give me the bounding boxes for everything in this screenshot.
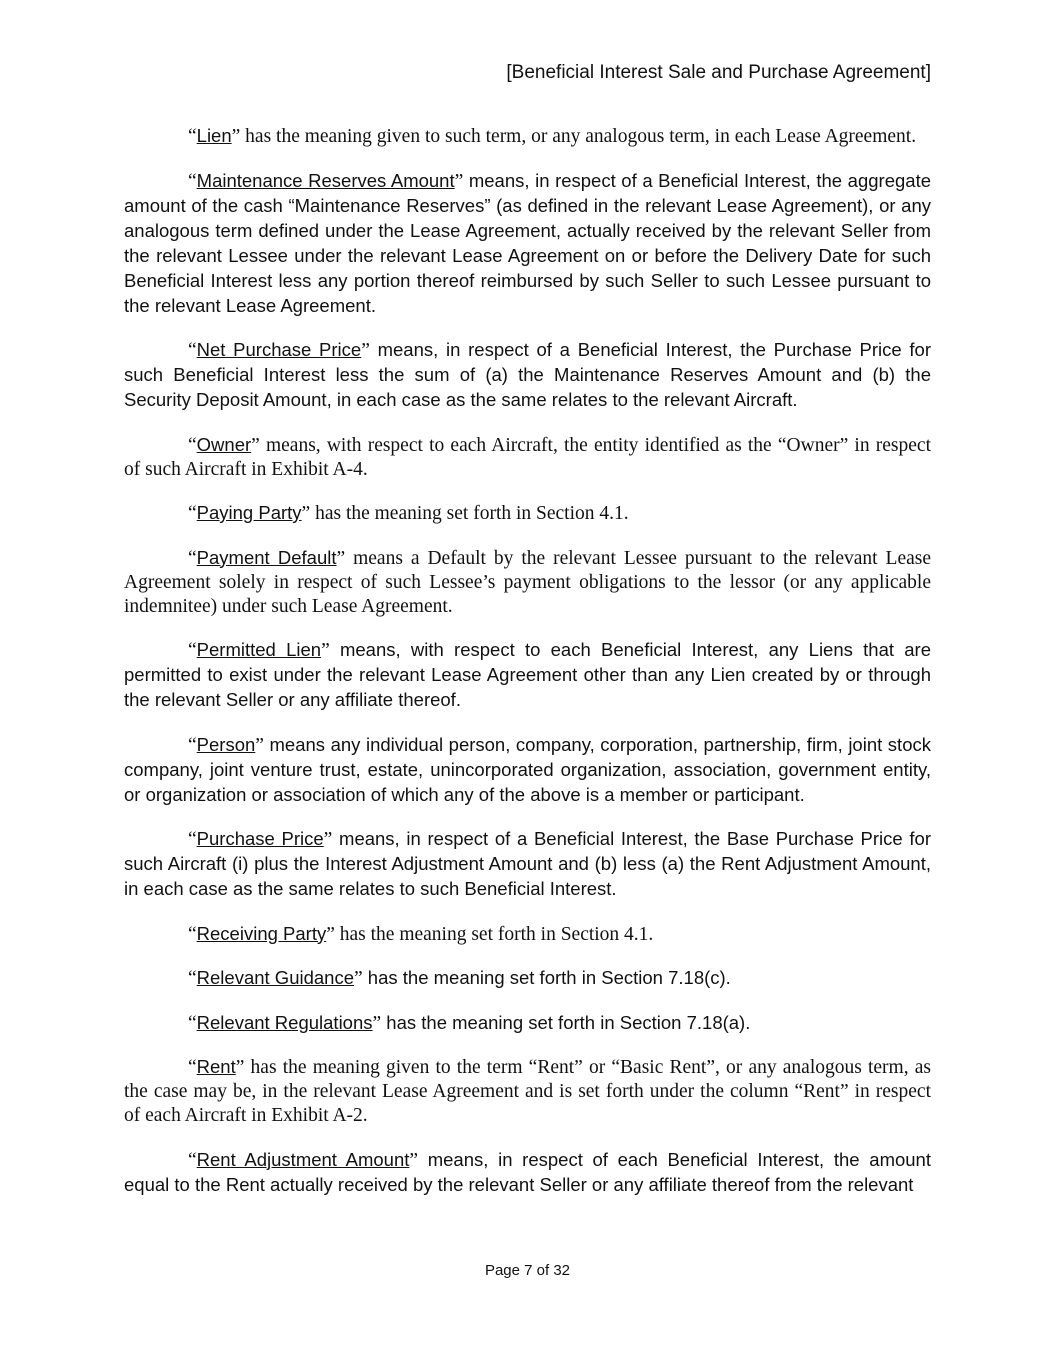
defined-term: Net Purchase Price xyxy=(196,339,362,360)
definition-text: has the meaning set forth in Section 7.18(a). xyxy=(381,1011,751,1033)
definition-text: means, with respect to each Beneficial Interest, any Liens that are permitted to exist under the relevant Lease Agreement other than any Lien created by or through the relevant Seller or any affiliate thereof. xyxy=(124,639,931,710)
defined-term: Receiving Party xyxy=(196,922,327,944)
definition-rent: “Rent” has the meaning given to the term “Rent” or “Basic Rent”, or any analogous term, as the case may be, in the relevant Lease Agreement and is set forth under the column “Rent” in respect of each Aircraft in Exhibit A-2. xyxy=(124,1056,931,1126)
definition-payment-default: “Payment Default” means a Default by the relevant Lessee pursuant to the relevant Lease Agreement solely in respect of such Lessee’s payment obligations to the lessor (or any applicable indemnitee) under such Lease Agreement. xyxy=(124,546,931,617)
definition-purchase-price: “Purchase Price” means, in respect of a Beneficial Interest, the Base Purchase Price for such Aircraft (i) plus the Interest Adjustment Amount and (b) less (a) the Rent Adjustment Amount, in each case as the same relates to such Beneficial Interest. xyxy=(124,828,931,899)
definition-text: means, with respect to each Aircraft, the entity identified as the “Owner” in respect of such Aircraft in Exhibit A-4. xyxy=(124,434,931,480)
definition-paying-party: “Paying Party” has the meaning set forth in Section 4.1. xyxy=(188,502,629,524)
definition-text: has the meaning given to such term, or any analogous term, in each Lease Agreement. xyxy=(240,126,917,147)
definitions-list xyxy=(124,124,931,1217)
running-header: [Beneficial Interest Sale and Purchase Agreement] xyxy=(506,62,931,83)
definition-relevant-guidance: “Relevant Guidance” has the meaning set forth in Section 7.18(c). xyxy=(188,967,731,989)
definition-text: means, in respect of a Beneficial Interest, the aggregate amount of the cash “Maintenance Reserves” (as defined in the relevant Lease Agreement), or any analogous term defined under the Lease Agreement, actually received by the relevant Seller from the relevant Lessee under the relevant Lease Agreement on or before the Delivery Date for such Beneficial Interest less any portion thereof reimbursed by such Seller to such Lessee pursuant to the relevant Lease Agreement. xyxy=(124,169,931,316)
defined-term: Payment Default xyxy=(196,546,337,568)
definition-text: means, in respect of a Beneficial Interest, the Purchase Price for such Beneficial Interest less the sum of (a) the Maintenance Reserves Amount and (b) the Security Deposit Amount, in each case as the same relates to the relevant Aircraft. xyxy=(124,339,932,410)
defined-term: Permitted Lien xyxy=(196,639,322,660)
defined-term: Person xyxy=(196,733,256,755)
definition-text: means, in respect of each Beneficial Interest, the amount equal to the Rent actually received by the relevant Seller or any affiliate thereof from the relevant xyxy=(124,1148,931,1195)
defined-term: Relevant Guidance xyxy=(196,967,355,988)
definition-relevant-regulations: “Relevant Regulations” has the meaning set forth in Section 7.18(a). xyxy=(188,1011,751,1034)
defined-term: Purchase Price xyxy=(196,828,324,849)
definition-text: has the meaning set forth in Section 7.18(c). xyxy=(362,967,731,988)
definition-net-purchase-price: “Net Purchase Price” means, in respect of a Beneficial Interest, the Purchase Price for such Beneficial Interest less the sum of (a) the Maintenance Reserves Amount and (b) the Security Deposit Amount, in each case as the same relates to the relevant Aircraft. xyxy=(124,339,932,410)
definition-owner: “Owner” means, with respect to each Aircraft, the entity identified as the “Owner” in respect of such Aircraft in Exhibit A-4. xyxy=(124,433,931,480)
defined-term: Relevant Regulations xyxy=(196,1011,373,1033)
defined-term: Lien xyxy=(196,125,232,146)
definition-text: has the meaning given to the term “Rent” or “Basic Rent”, or any analogous term, as the case may be, in the relevant Lease Agreement and is set forth under the column “Rent” in respect of each Aircraft in Exhibit A-2. xyxy=(124,1057,931,1126)
definition-person: “Person” means any individual person, company, corporation, partnership, firm, joint stock company, joint venture trust, estate, unincorporated organization, association, government entity, or organization or association of which any of the above is a member or participant. xyxy=(124,733,931,805)
definition-text: means any individual person, company, corporation, partnership, firm, joint stock company, joint venture trust, estate, unincorporated organization, association, government entity, or organization or association of which any of the above is a member or participant. xyxy=(124,733,931,805)
definition-text: has the meaning set forth in Section 4.1. xyxy=(334,923,654,945)
definition-lien: “Lien” has the meaning given to such term, or any analogous term, in each Lease Agreement. xyxy=(188,125,917,147)
defined-term: Rent xyxy=(196,1056,236,1077)
definition-text: means a Default by the relevant Lessee pursuant to the relevant Lease Agreement solely in respect of such Lessee’s payment obligations to the lessor (or any applicable indemnitee) under such Lease Agreement. xyxy=(124,547,931,617)
definition-receiving-party: “Receiving Party” has the meaning set forth in Section 4.1. xyxy=(188,922,654,945)
page-number: Page 7 of 32 xyxy=(484,1262,571,1279)
definition-maintenance-reserves-amount: “Maintenance Reserves Amount” means, in respect of a Beneficial Interest, the aggregate amount of the cash “Maintenance Reserves” (as defined in the relevant Lease Agreement), or any analogous term defined under the Lease Agreement, actually received by the relevant Seller from the relevant Lessee under the relevant Lease Agreement on or before the Delivery Date for such Beneficial Interest less any portion thereof reimbursed by such Seller to such Lessee pursuant to the relevant Lease Agreement. xyxy=(124,169,931,316)
definition-rent-adjustment-amount: “Rent Adjustment Amount” means, in respect of each Beneficial Interest, the amount equal to the Rent actually received by the relevant Seller or any affiliate thereof from the relevant xyxy=(124,1148,931,1195)
definition-text: means, in respect of a Beneficial Interest, the Base Purchase Price for such Aircraft (i) plus the Interest Adjustment Amount and (b) less (a) the Rent Adjustment Amount, in each case as the same relates to such Beneficial Interest. xyxy=(124,828,931,899)
defined-term: Rent Adjustment Amount xyxy=(196,1148,410,1170)
defined-term: Maintenance Reserves Amount xyxy=(196,169,455,191)
definition-permitted-lien: “Permitted Lien” means, with respect to each Beneficial Interest, any Liens that are permitted to exist under the relevant Lease Agreement other than any Lien created by or through the relevant Seller or any affiliate thereof. xyxy=(124,639,931,710)
definition-text: has the meaning set forth in Section 4.1. xyxy=(310,503,629,524)
defined-term: Paying Party xyxy=(196,502,302,523)
defined-term: Owner xyxy=(196,433,252,455)
